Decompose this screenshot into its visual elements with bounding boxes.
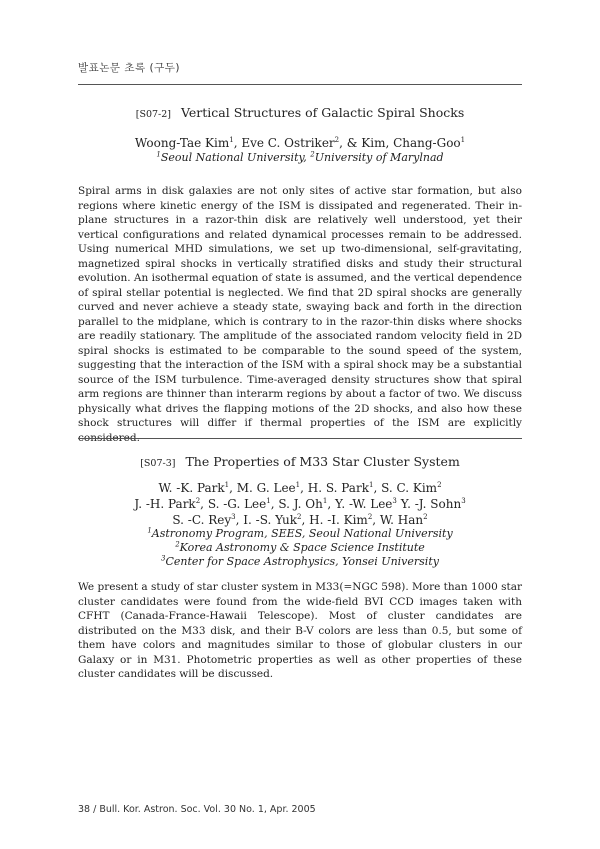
- author-name: Kim, Chang-Goo: [361, 136, 461, 150]
- author-affiliation-mark: 3: [392, 497, 397, 505]
- author-line: [78, 512, 522, 528]
- affiliation-line: [78, 555, 522, 569]
- paper-title-text: Vertical Structures of Galactic Spiral Shocks: [181, 105, 465, 120]
- paper-divider: [78, 438, 522, 439]
- paper-title: [78, 454, 522, 469]
- author-affiliation-mark: 1: [460, 136, 466, 144]
- author-separator: ,: [270, 497, 279, 511]
- author-name: M. G. Lee: [236, 481, 296, 495]
- author-name: S. -G. Lee: [207, 497, 267, 511]
- author-affiliation-mark: 2: [195, 497, 201, 505]
- author-separator: ,: [229, 481, 237, 495]
- paper-code: [S07-2]: [135, 109, 172, 120]
- author-affiliation-mark: 2: [423, 513, 428, 521]
- author-separator: , &: [339, 136, 362, 150]
- author-name: Eve C. Ostriker: [241, 136, 335, 150]
- affiliation-mark: 3: [161, 554, 166, 563]
- author-line: [78, 135, 522, 151]
- author-name: Y. -W. Lee: [334, 497, 393, 511]
- paper-code: [S07-3]: [140, 458, 176, 469]
- author-list: [78, 480, 522, 528]
- author-separator: ,: [327, 497, 335, 511]
- author-name: S. -C. Rey: [172, 513, 232, 527]
- section-header: 발표논문 초록 (구두): [78, 62, 181, 74]
- author-name: Woong-Tae Kim: [134, 136, 230, 150]
- author-name: I. -S. Yuk: [243, 513, 297, 527]
- author-name: W. Han: [379, 513, 424, 527]
- author-affiliation-mark: 1: [266, 497, 271, 505]
- abstract-text: We present a study of star cluster system in M33(=NGC 598). More than 1000 star cluster candidates were found from the wide-field BVI CCD images taken with CFHT (Canada-France-Hawaii Telescope). Most of cluster candidates are distributed on the M33 disk, and their B-V colors are less than 0.5, but some of them have colors and magnitudes similar to those of globular clusters in our Galaxy or in M31. Photometric properties as well as other properties of these cluster candidates will be discussed.: [78, 581, 522, 680]
- affiliation-mark: 1: [156, 150, 161, 159]
- author-separator: ,: [301, 513, 310, 527]
- affiliation-name: Seoul National University,: [160, 151, 311, 164]
- affiliation-line: [78, 541, 522, 555]
- author-affiliation-mark: 2: [334, 136, 340, 144]
- affiliation-name: Astronomy Program, SEES, Seoul National University: [151, 527, 453, 540]
- author-affiliation-mark: 2: [367, 513, 373, 521]
- author-affiliation-mark: 2: [437, 481, 442, 489]
- paper-title-text: The Properties of M33 Star Cluster System: [185, 454, 460, 469]
- author-name: S. C. Kim: [381, 481, 438, 495]
- affiliation-line: [78, 527, 522, 541]
- author-name: J. -H. Park: [134, 497, 196, 511]
- author-name: S. J. Oh: [278, 497, 323, 511]
- author-affiliation-mark: 1: [229, 136, 234, 144]
- affiliation-line: [78, 151, 522, 165]
- affiliation-name: Center for Space Astrophysics, Yonsei University: [165, 555, 439, 568]
- affiliation-name: University of Marylnad: [314, 151, 444, 164]
- author-name: Y. -J. Sohn: [400, 497, 462, 511]
- affiliation-mark: 1: [147, 526, 152, 535]
- author-separator: ,: [235, 513, 244, 527]
- page-footer: 38 / Bull. Kor. Astron. Soc. Vol. 30 No. 1, Apr. 2005: [78, 804, 316, 815]
- author-affiliation-mark: 3: [231, 513, 236, 521]
- affiliation-list: [78, 151, 522, 165]
- author-affiliation-mark: 1: [224, 481, 230, 489]
- affiliation-name: Korea Astronomy & Space Science Institute: [179, 541, 425, 554]
- abstract-text: Spiral arms in disk galaxies are not only sites of active star formation, but also regions where kinetic energy of the ISM is dissipated and regenerated. Their in-plane structures in a razor-thin disk are relatively well understood, yet their vertical configurations and related dynamical processes remain to be addressed. Using numerical MHD simulations, we set up two-dimensional, self-gravitating, magnetized spiral shocks in vertically stratified disks and study their structural evolution. An isothermal equation of state is assumed, and the vertical dependence of spiral stellar potential is neglected. We find that 2D spiral shocks are generally curved and never achieve a steady state, swaying back and forth in the direction parallel to the midplane, which is contrary to in the razor-thin disks where shocks are readily stationary. The amplitude of the associated random velocity field in 2D spiral shocks is estimated to be comparable to the sound speed of the system, suggesting that the interaction of the ISM with a spiral shock may be a substantial source of the ISM turbulence. Time-averaged density structures show that spiral arm regions are thinner than interarm regions by about a factor of two. We discuss physically what drives the flapping motions of the 2D shocks, and also how these shock structures will differ if thermal properties of the ISM are explicitly considered.: [78, 185, 523, 444]
- author-affiliation-mark: 2: [297, 513, 302, 521]
- header-divider: [78, 84, 522, 85]
- affiliation-mark: 2: [310, 150, 315, 159]
- author-affiliation-mark: 3: [461, 497, 466, 505]
- author-affiliation-mark: 1: [322, 497, 328, 505]
- author-name: W. -K. Park: [158, 481, 225, 495]
- author-separator: ,: [200, 497, 208, 511]
- affiliation-mark: 2: [175, 540, 180, 549]
- author-affiliation-mark: 1: [368, 481, 374, 489]
- author-separator: ,: [373, 481, 382, 495]
- author-line: [78, 480, 522, 496]
- author-line: [78, 496, 522, 512]
- author-affiliation-mark: 1: [295, 481, 301, 489]
- author-name: H. S. Park: [307, 481, 369, 495]
- author-list: [78, 135, 522, 151]
- author-separator: ,: [300, 481, 308, 495]
- author-separator: ,: [372, 513, 380, 527]
- author-separator: ,: [233, 136, 242, 150]
- paper-title: [78, 105, 522, 120]
- affiliation-list: [78, 527, 522, 569]
- author-name: H. -I. Kim: [309, 513, 368, 527]
